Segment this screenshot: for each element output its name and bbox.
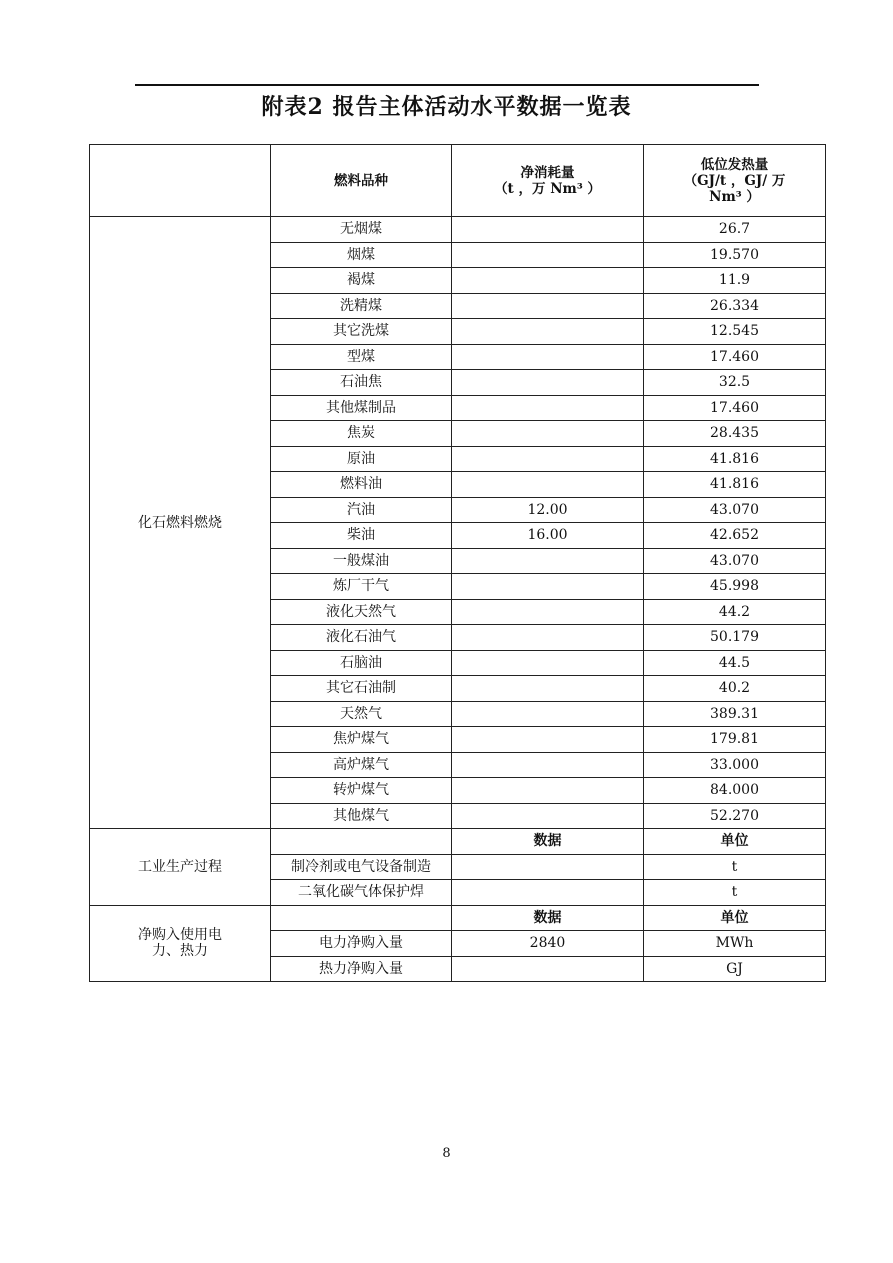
calorific-cell: 389.31 [644, 701, 826, 727]
consumption-cell [452, 319, 644, 345]
activity-data-table [89, 144, 826, 982]
category-fossil-fuel: 化石燃料燃烧 [90, 217, 271, 829]
consumption-cell [452, 752, 644, 778]
fuel-name-cell: 焦炭 [271, 421, 452, 447]
item-name-cell: 电力净购入量 [271, 931, 452, 957]
item-name-cell: 热力净购入量 [271, 956, 452, 982]
category-line2: 力、热力 [152, 943, 208, 960]
table-row [90, 217, 826, 243]
header-fuel-type: 燃料品种 [271, 145, 452, 217]
fuel-name-cell: 一般煤油 [271, 548, 452, 574]
calorific-cell: 26.334 [644, 293, 826, 319]
fuel-name-cell: 焦炉煤气 [271, 727, 452, 753]
fuel-name-cell: 石油焦 [271, 370, 452, 396]
fuel-name-cell: 炼厂干气 [271, 574, 452, 600]
calorific-cell: 28.435 [644, 421, 826, 447]
value-cell [452, 880, 644, 906]
calorific-cell: 17.460 [644, 344, 826, 370]
header-consumption [452, 145, 644, 217]
header-consumption-line2: （t ，万 Nm³ ） [494, 180, 601, 197]
unit-cell: GJ [644, 956, 826, 982]
calorific-cell: 42.652 [644, 523, 826, 549]
calorific-cell: 32.5 [644, 370, 826, 396]
fuel-name-cell: 汽油 [271, 497, 452, 523]
header-calorific-line2: （GJ/t ，GJ/ 万 [683, 172, 786, 189]
page-title: 附表2 报告主体活动水平数据一览表 [261, 94, 632, 120]
consumption-cell: 12.00 [452, 497, 644, 523]
calorific-cell: 12.545 [644, 319, 826, 345]
unit-cell: t [644, 854, 826, 880]
consumption-cell [452, 727, 644, 753]
calorific-cell: 26.7 [644, 217, 826, 243]
consumption-cell [452, 650, 644, 676]
consumption-cell [452, 803, 644, 829]
fuel-name-cell: 液化天然气 [271, 599, 452, 625]
consumption-cell [452, 701, 644, 727]
calorific-cell: 19.570 [644, 242, 826, 268]
fuel-name-cell: 高炉煤气 [271, 752, 452, 778]
consumption-cell [452, 395, 644, 421]
calorific-cell: 50.179 [644, 625, 826, 651]
item-name-cell: 二氧化碳气体保护焊 [271, 880, 452, 906]
subheader-empty-cell [271, 905, 452, 931]
consumption-cell [452, 217, 644, 243]
fuel-name-cell: 其它石油制 [271, 676, 452, 702]
category-industrial: 工业生产过程 [90, 829, 271, 906]
fuel-name-cell: 天然气 [271, 701, 452, 727]
fuel-name-cell: 液化石油气 [271, 625, 452, 651]
calorific-cell: 17.460 [644, 395, 826, 421]
consumption-cell [452, 293, 644, 319]
calorific-cell: 44.5 [644, 650, 826, 676]
item-name-cell: 制冷剂或电气设备制造 [271, 854, 452, 880]
consumption-cell [452, 421, 644, 447]
calorific-cell: 179.81 [644, 727, 826, 753]
calorific-cell: 43.070 [644, 548, 826, 574]
consumption-cell [452, 574, 644, 600]
consumption-cell [452, 778, 644, 804]
calorific-cell: 41.816 [644, 472, 826, 498]
value-cell: 2840 [452, 931, 644, 957]
fuel-name-cell: 原油 [271, 446, 452, 472]
subheader-empty-cell [271, 829, 452, 855]
value-cell [452, 854, 644, 880]
calorific-cell: 43.070 [644, 497, 826, 523]
subheader-unit: 单位 [644, 829, 826, 855]
page-number: 8 [442, 1146, 451, 1161]
fuel-name-cell: 褐煤 [271, 268, 452, 294]
fuel-name-cell: 燃料油 [271, 472, 452, 498]
calorific-cell: 44.2 [644, 599, 826, 625]
unit-cell: t [644, 880, 826, 906]
consumption-cell [452, 676, 644, 702]
consumption-cell [452, 344, 644, 370]
calorific-cell: 33.000 [644, 752, 826, 778]
header-calorific-line1: 低位发热量 [700, 156, 769, 173]
header-consumption-line1: 净消耗量 [520, 164, 575, 181]
subheader-data: 数据 [452, 905, 644, 931]
calorific-cell: 45.998 [644, 574, 826, 600]
calorific-cell: 11.9 [644, 268, 826, 294]
calorific-cell: 52.270 [644, 803, 826, 829]
fuel-name-cell: 其他煤气 [271, 803, 452, 829]
calorific-cell: 41.816 [644, 446, 826, 472]
title-rule [135, 84, 759, 86]
consumption-cell [452, 370, 644, 396]
consumption-cell [452, 268, 644, 294]
category-purchased-energy [90, 905, 271, 982]
category-line1: 净购入使用电 [138, 927, 222, 944]
header-calorific [644, 145, 826, 217]
fuel-name-cell: 石脑油 [271, 650, 452, 676]
fuel-name-cell: 柴油 [271, 523, 452, 549]
fuel-name-cell: 其他煤制品 [271, 395, 452, 421]
consumption-cell [452, 625, 644, 651]
consumption-cell [452, 548, 644, 574]
subheader-unit: 单位 [644, 905, 826, 931]
subheader-data: 数据 [452, 829, 644, 855]
consumption-cell: 16.00 [452, 523, 644, 549]
value-cell [452, 956, 644, 982]
calorific-cell: 84.000 [644, 778, 826, 804]
header-empty-cell [90, 145, 271, 217]
table-header-row [90, 145, 826, 217]
fuel-name-cell: 无烟煤 [271, 217, 452, 243]
fuel-name-cell: 其它洗煤 [271, 319, 452, 345]
header-calorific-line3: Nm³ ） [709, 188, 760, 205]
consumption-cell [452, 242, 644, 268]
fuel-name-cell: 洗精煤 [271, 293, 452, 319]
section-subheader-row [90, 829, 826, 855]
unit-cell: MWh [644, 931, 826, 957]
consumption-cell [452, 472, 644, 498]
consumption-cell [452, 599, 644, 625]
consumption-cell [452, 446, 644, 472]
fuel-name-cell: 烟煤 [271, 242, 452, 268]
fuel-name-cell: 型煤 [271, 344, 452, 370]
calorific-cell: 40.2 [644, 676, 826, 702]
section-subheader-row [90, 905, 826, 931]
fuel-name-cell: 转炉煤气 [271, 778, 452, 804]
